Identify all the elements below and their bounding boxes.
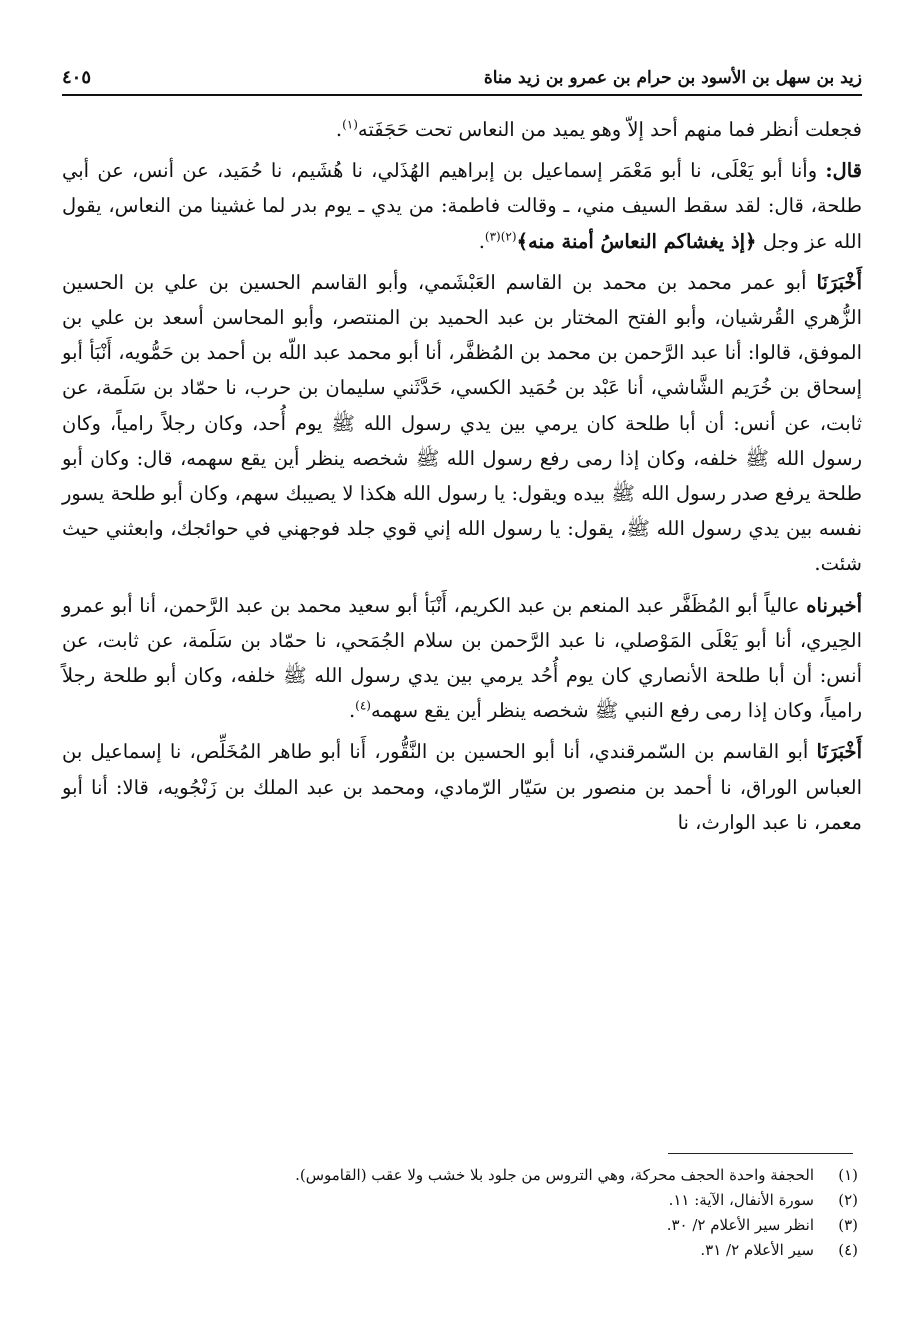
main-text (62, 112, 862, 840)
paragraph-text: وأنا أبو يَعْلَى، نا أبو مَعْمَر إسماعيل بن إبراهيم الهُذَلي، نا هُشَيم، نا حُمَيد، عن أنس، عن أبي طلحة، قال: لقد سقط السيف مني، ـ وقالت فاطمة: من يدي ـ يوم بدر لما غشينا من النعاس، يقول الله عز وجل (62, 159, 862, 253)
paragraph-3 (62, 265, 862, 582)
book-page (62, 58, 862, 840)
quran-verse: ﴿إذ يغشاكم النعاسُ أمنة منه﴾ (516, 229, 757, 253)
paragraph-5 (62, 734, 862, 840)
paragraph-4 (62, 588, 862, 729)
paragraph-tail: . (478, 229, 485, 253)
paragraph-tail: . (335, 118, 343, 141)
running-header (62, 58, 862, 88)
footnotes (98, 1163, 858, 1263)
footnote-number: (٢) (838, 1191, 858, 1209)
paragraph-lead: قال: (825, 159, 862, 183)
paragraph-text: عالياً أبو المُظَفَّر عبد المنعم بن عبد الكريم، أَنْبَأ أبو سعيد محمد بن عبد الرَّحمن، أنا أبو عمرو الحِيري، أنا أبو يَعْلَى المَوْصلي، نا عبد الرَّحمن بن سلام الجُمَحي، نا حمّاد بن سَلَمة، عن ثابت، عن أنس: أن أبا طلحة الأنصاري كان يوم أُحُد يرمي بين يدي رسول الله ﷺ خلفه، وكان أبو طلحة رجلاً رامياً، وكان إذا رمى رفع النبي ﷺ شخصه ينظر أين يقع سهمه (62, 593, 862, 723)
header-rule (62, 94, 862, 96)
footnote-item (98, 1213, 858, 1238)
footnote-item (98, 1163, 858, 1188)
paragraph-text: فجعلت أنظر فما منهم أحد إلاّ وهو يميد من النعاس تحت حَجَفَته (357, 118, 862, 141)
paragraph-lead: أَخْبَرَنَا (816, 270, 862, 294)
footnote-text: سير الأعلام ٢/ ٣١. (700, 1241, 814, 1259)
footnote-item (98, 1188, 858, 1213)
footnote-number: (٤) (838, 1241, 858, 1259)
footnote-number: (١) (838, 1166, 858, 1184)
paragraph-text: أبو القاسم بن السّمرقندي، أنا أبو الحسين بن النَّقُّور، أَنا أبو طاهر المُخَلِّص، نا إسماعيل بن العباس الوراق، نا أحمد بن منصور بن سَيّار الرّمادي، ومحمد بن عبد الملك بن زَنْجُويه، قالا: أنا أبو معمر، نا عبد الوارث، نا (62, 740, 862, 834)
running-title: زيد بن سهل بن الأسود بن حرام بن عمرو بن زيد مناة (483, 68, 862, 88)
paragraph-lead: أَخْبَرَنَا (816, 740, 862, 764)
footnote-separator (668, 1153, 853, 1154)
footnote-ref: (١) (342, 117, 358, 132)
paragraph-1 (62, 112, 862, 147)
footnote-text: سورة الأنفال، الآية: ١١. (668, 1191, 814, 1209)
page-number: ٤٠٥ (62, 67, 92, 88)
paragraph-2 (62, 153, 862, 259)
footnote-item (98, 1238, 858, 1263)
footnote-text: انظر سير الأعلام ٢/ ٣٠. (666, 1216, 814, 1234)
footnote-ref: (٤) (355, 698, 371, 713)
paragraph-text: أبو عمر محمد بن محمد بن القاسم العَبْشَمي، وأبو القاسم الحسين بن علي بن الحسين الزُّهري القُرشيان، وأبو الفتح المختار بن عبد الحميد بن المنتصر، وأبو المحاسن أسعد بن علي بن الموفق، قالوا: أنا عبد الرَّحمن بن محمد بن المُظفَّر، أنا أبو محمد عبد اللّه بن أحمد بن حَمُّويه، أَنْبَأ أبو إسحاق بن خُرَيم الشَّاشي، أنا عَبْد بن حُمَيد الكسي، حَدَّثَني سليمان بن حرب، نا حمّاد بن سَلَمة، عن ثابت، عن أنس: أن أبا طلحة كان يرمي بين يدي رسول الله ﷺ يوم أُحد، وكان رجلاً رامياً، وكان رسول الله ﷺ خلفه، وكان إذا رمى رفع رسول الله ﷺ شخصه ينظر أين يقع سهمه، قال: وكان أبو طلحة يرفع صدر رسول الله ﷺ بيده ويقول: يا رسول الله هكذا لا يصيبك سهم، وكان أبو طلحة يسور نفسه بين يدي رسول الله ﷺ، يقول: يا رسول الله إني قوي جلد فوجهني في حوائجك، وابعثني حيث شئت. (62, 270, 862, 576)
footnote-text: الحجفة واحدة الحجف محركة، وهي التروس من جلود بلا خشب ولا عقب (القاموس). (295, 1166, 814, 1184)
paragraph-lead: أخبرناه (806, 593, 862, 617)
paragraph-tail: . (348, 699, 356, 723)
footnote-ref: (٢)(٣) (484, 229, 517, 244)
footnote-number: (٣) (838, 1216, 858, 1234)
